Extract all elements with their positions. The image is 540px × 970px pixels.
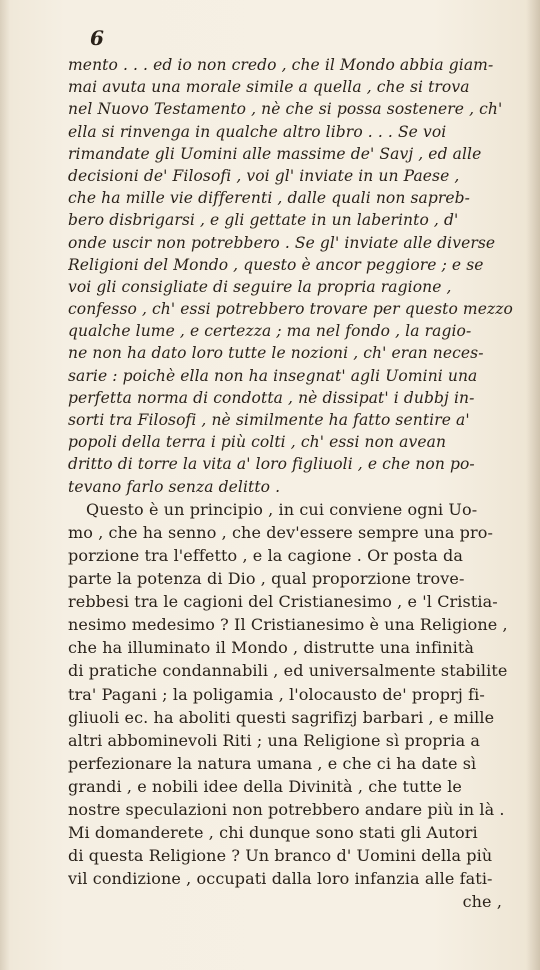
text-line: decisioni de' Filosofi , voi gl' inviate in un Paese , bbox=[68, 166, 460, 185]
text-line: nesimo medesimo ? Il Cristianesimo è una Religione , bbox=[68, 615, 508, 635]
text-line: qualche lume , e certezza ; ma nel fondo , la ragio- bbox=[68, 322, 472, 341]
text-line: tra' Pagani ; la poligamia , l'olocausto de' proprj fi- bbox=[68, 684, 485, 704]
text-line: mo , che ha senno , che dev'essere sempre una pro- bbox=[68, 522, 493, 542]
text-line: sarie : poichè ella non ha insegnat' agli Uomini una bbox=[68, 366, 478, 385]
text-line: tevano farlo senza delitto . bbox=[68, 477, 281, 496]
text-line: parte la potenza di Dio , qual proporzione trove- bbox=[68, 569, 465, 589]
page-body bbox=[68, 54, 522, 913]
text-line: rebbesi tra le cagioni del Cristianesimo , e 'l Cristia- bbox=[68, 592, 498, 612]
text-line: vil condizione , occupati dalla loro infanzia alle fati- bbox=[68, 869, 493, 889]
text-line: dritto di torre la vita a' loro figliuoli , e che non po- bbox=[68, 455, 475, 474]
text-line: nel Nuovo Testamento , nè che si possa sostenere , ch' bbox=[68, 100, 503, 119]
text-line: perfezionare la natura umana , e che ci ha date sì bbox=[68, 753, 477, 773]
text-line: Questo è un principio , in cui conviene ogni Uo- bbox=[86, 499, 478, 519]
text-line: popoli della terra i più colti , ch' essi non avean bbox=[68, 433, 447, 452]
text-line: porzione tra l'effetto , e la cagione . Or posta da bbox=[68, 545, 464, 565]
text-line: di questa Religione ? Un branco d' Uomini della più bbox=[68, 846, 493, 866]
text-line: bero disbrigarsi , e gli gettate in un laberinto , d' bbox=[68, 211, 459, 230]
text-line: onde uscir non potrebbero . Se gl' inviate alle diverse bbox=[68, 233, 496, 252]
text-line: sorti tra Filosofi , nè similmente ha fatto sentire a' bbox=[68, 411, 470, 429]
text-line: mento . . . ed io non credo , che il Mondo abbia giam- bbox=[68, 56, 494, 74]
text-line: che ha illuminato il Mondo , distrutte una infinità bbox=[68, 638, 475, 658]
page-number: 6 bbox=[90, 26, 104, 50]
text-line: confesso , ch' essi potrebbero trovare per questo mezzo bbox=[68, 300, 513, 319]
catchword: che , bbox=[462, 892, 502, 912]
text-line: che ha mille vie differenti , dalle quali non sapreb- bbox=[68, 189, 471, 208]
page-edge-shadow bbox=[526, 0, 540, 970]
body-paragraph bbox=[68, 498, 522, 914]
text-line: ne non ha dato loro tutte le nozioni , ch' eran neces- bbox=[68, 344, 484, 363]
text-line: Mi domanderete , chi dunque sono stati gli Autori bbox=[68, 823, 478, 843]
text-line: grandi , e nobili idee della Divinità , che tutte le bbox=[68, 776, 462, 796]
text-line: rimandate gli Uomini alle massime de' Savj , ed alle bbox=[68, 144, 482, 163]
text-line: altri abbominevoli Riti ; una Religione sì propria a bbox=[68, 730, 481, 750]
text-line: perfetta norma di condotta , nè dissipat' i dubbj in- bbox=[68, 388, 475, 407]
italic-quotation bbox=[68, 54, 522, 498]
text-line: nostre speculazioni non potrebbero andare più in là . bbox=[68, 799, 505, 819]
gutter-shadow bbox=[0, 0, 10, 970]
text-line: di pratiche condannabili , ed universalmente stabilite bbox=[68, 661, 508, 681]
text-line: gliuoli ec. ha aboliti questi sagrifizj barbari , e mille bbox=[68, 707, 495, 727]
text-line: ella si rinvenga in qualche altro libro . . . Se voi bbox=[68, 122, 447, 141]
text-line: mai avuta una morale simile a quella , che si trova bbox=[68, 78, 470, 97]
text-line: Religioni del Mondo , questo è ancor peggiore ; e se bbox=[68, 255, 484, 274]
text-line: voi gli consigliate di seguire la propria ragione , bbox=[68, 277, 452, 296]
